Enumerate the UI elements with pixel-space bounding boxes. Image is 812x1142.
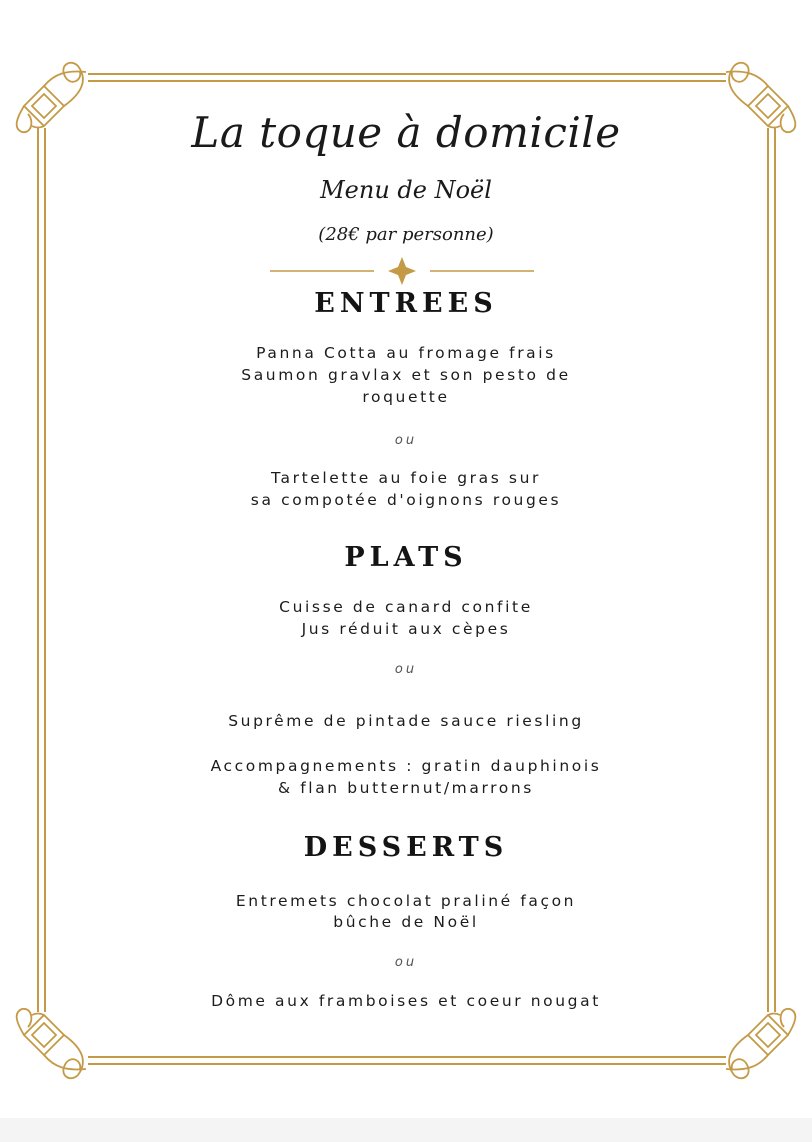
plat-line-2: Jus réduit aux cèpes xyxy=(301,620,511,638)
heading-desserts: DESSERTS xyxy=(303,832,509,863)
dessert-or-separator: ou xyxy=(394,955,418,970)
menu-subtitle: Menu de Noël xyxy=(320,176,492,204)
entree-line-1: Panna Cotta au fromage frais xyxy=(256,344,556,362)
entree-line-4: Tartelette au foie gras sur xyxy=(271,469,541,487)
dessert-line-3: Dôme aux framboises et coeur nougat xyxy=(211,992,601,1010)
plat-line-5: & flan butternut/marrons xyxy=(278,779,534,797)
dessert-line-2: bûche de Noël xyxy=(333,913,479,931)
menu-price: (28€ par personne) xyxy=(318,224,494,245)
dessert-line-1: Entremets chocolat praliné façon xyxy=(235,892,577,910)
heading-entrees: ENTREES xyxy=(314,288,498,319)
heading-plats: PLATS xyxy=(344,542,468,573)
entree-line-5: sa compotée d'oignons rouges xyxy=(250,491,562,509)
plat-line-1: Cuisse de canard confite xyxy=(279,598,533,616)
plat-or-separator: ou xyxy=(394,662,418,677)
plat-line-4: Accompagnements : gratin dauphinois xyxy=(210,757,602,775)
star-divider-icon xyxy=(270,256,534,286)
entree-or-separator: ou xyxy=(394,433,418,448)
restaurant-title: La toque à domicile xyxy=(191,108,621,157)
entree-line-2: Saumon gravlax et son pesto de xyxy=(241,366,571,384)
entree-line-3: roquette xyxy=(362,388,450,406)
plat-line-3: Suprême de pintade sauce riesling xyxy=(228,712,584,730)
